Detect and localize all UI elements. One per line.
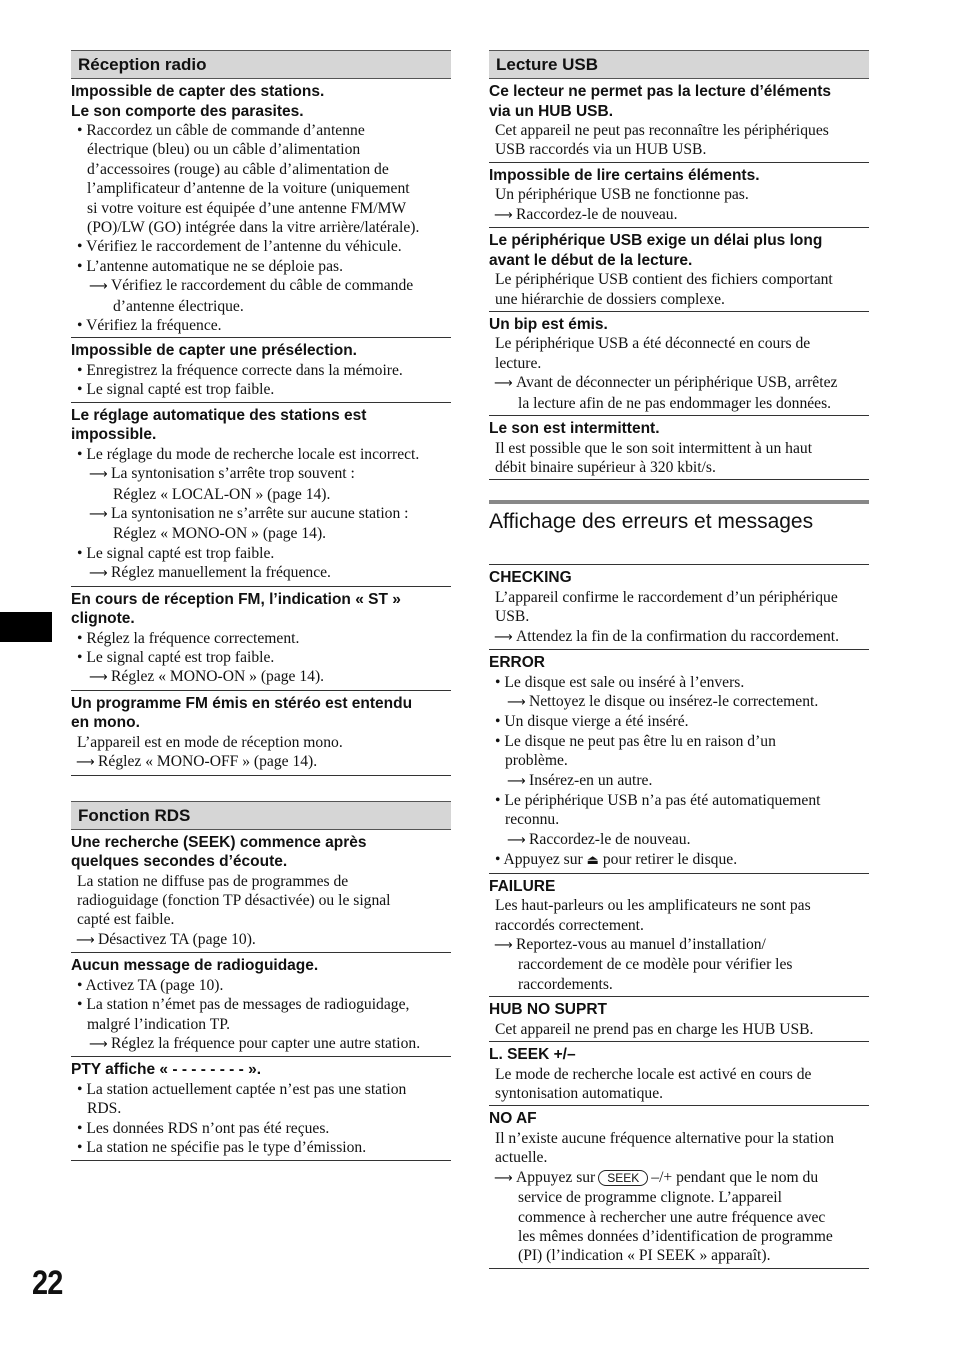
right-arrow-icon: ⟶ xyxy=(494,207,513,223)
right-arrow-icon: ⟶ xyxy=(507,832,526,848)
item-no-stations: Impossible de capter des stations. Le son comporte des parasites. • Raccordez un câble de commande d’antenne électrique (bleu) ou un câble d’alimentation d’accessoires (rouge) au câble d’alimentation de l’amplificateur d’antenne de la voiture (uniquement si votre voiture est équipée d’une antenne FM/MW (PO)/LW (GO) intégrée dans la vitre arrière/latérale). • Vérifiez le raccordement de l’antenne du véhicule. • L’antenne automatique ne se déploie pas. ⟶ Vérifiez le raccordement du câble de commande d’antenne électrique. • Vérifiez la fréquence. xyxy=(71,79,451,338)
item-l-seek: L. SEEK +/– Le mode de recherche locale est activé en cours de syntonisation automatique. xyxy=(489,1042,869,1106)
seek-key-label: SEEK xyxy=(598,1170,648,1186)
section-heading-errors: Affichage des erreurs et messages xyxy=(489,500,869,542)
bullet-line: • Les données RDS n’ont pas été reçues. xyxy=(77,1119,330,1137)
item-error: ERROR • Le disque est sale ou inséré à l’envers. ⟶ Nettoyez le disque ou insérez-le correctement. • Un disque vierge a été inséré. • Le disque ne peut pas être lu en raison d’un problème. ⟶ Insérez-en un autre. • Le périphérique USB n’a pas été automatiquement reconnu. ⟶ Raccordez-le de nouveau. • Appuyez sur ⏏ pour retirer le disque. xyxy=(489,650,869,874)
item-auto-tuning: Le réglage automatique des stations est impossible. • Le réglage du mode de recherche locale est incorrect. ⟶ La syntonisation s’arrête trop souvent : Réglez « LOCAL-ON » (page 14). ⟶ La syntonisation ne s’arrête sur aucune station : Réglez « MONO-ON » (page 14). • Le signal capté est trop faible. ⟶ Réglez manuellement la fréquence. xyxy=(71,403,451,587)
bullet-line: • Vérifiez la fréquence. xyxy=(77,317,222,335)
right-arrow-icon: ⟶ xyxy=(494,937,513,953)
item-title: Un programme FM émis en stéréo est entendu en mono. xyxy=(71,694,413,732)
right-arrow-icon: ⟶ xyxy=(89,279,108,295)
item-title: CHECKING xyxy=(489,569,572,587)
item-title: Aucun message de radioguidage. xyxy=(71,957,319,975)
bullet-line: • Appuyez sur ⏏ pour retirer le disque. xyxy=(495,851,738,869)
item-seek-starts: Une recherche (SEEK) commence après quelques secondes d’écoute. La station ne diffuse pas de programmes de radioguidage (fonction TP désactivée) ou le signal capté est faible. ⟶ Désactivez TA (page 10). xyxy=(71,830,451,954)
bullet-line: • Le signal capté est trop faible. xyxy=(77,381,275,399)
bullet-line: • Raccordez un câble de commande d’antenne xyxy=(77,122,365,139)
item-title: NO AF xyxy=(489,1110,537,1128)
item-no-preset xyxy=(71,338,451,402)
bullet-line: • Le signal capté est trop faible. xyxy=(77,544,275,562)
right-arrow-icon: ⟶ xyxy=(89,566,108,582)
item-title: HUB NO SUPRT xyxy=(489,1001,607,1019)
item-hub: Ce lecteur ne permet pas la lecture d’éléments via un HUB USB. Cet appareil ne peut pas reconnaître les périphériques USB raccordés via un HUB USB. xyxy=(489,79,869,163)
bullet-line: • Un disque vierge a été inséré. xyxy=(495,713,689,731)
page-number: 22 xyxy=(32,1264,63,1302)
left-column xyxy=(71,50,451,1161)
section-heading-radio: Réception radio xyxy=(71,50,451,79)
action-line: ⟶ Avant de déconnecter un périphérique USB, arrêtez xyxy=(489,373,869,393)
bullet-line: • Le signal capté est trop faible. xyxy=(77,649,275,667)
bullet-line: • Le périphérique USB n’a pas été automatiquement xyxy=(495,792,821,810)
right-arrow-icon: ⟶ xyxy=(494,1170,513,1186)
item-cannot-play: Impossible de lire certains éléments. Un périphérique USB ne fonctionne pas. ⟶ Raccordez-le de nouveau. xyxy=(489,163,869,228)
item-title: FAILURE xyxy=(489,877,556,895)
item-title: Impossible de capter une présélection. xyxy=(71,342,357,360)
action-line: ⟶ Réglez « MONO-ON » (page 14). xyxy=(71,667,451,687)
item-st-flashes xyxy=(71,587,451,691)
right-column xyxy=(489,50,869,1269)
action-line: ⟶ Raccordez-le de nouveau. xyxy=(489,830,869,850)
item-no-af: NO AF Il n’existe aucune fréquence alternative pour la station actuelle. ⟶ Appuyez sur SEEK –/+ pendant que le nom du service de programme clignote. L’appareil commence à rechercher une autre fréquence avec les mêmes données d’identification de programme (PI) (l’indication « PI SEEK » apparaît). xyxy=(489,1106,869,1268)
action-line: ⟶ Raccordez-le de nouveau. xyxy=(489,205,869,225)
action-line: ⟶ Vérifiez le raccordement du câble de commande xyxy=(71,276,451,296)
item-pty: PTY affiche « - - - - - - - - ». • La station actuellement captée n’est pas une station RDS. • Les données RDS n’ont pas été reçues. • La station ne spécifie pas le type d’émission. xyxy=(71,1057,451,1160)
right-arrow-icon: ⟶ xyxy=(494,376,513,392)
action-line: ⟶ Réglez manuellement la fréquence. xyxy=(71,563,451,583)
right-arrow-icon: ⟶ xyxy=(76,755,95,771)
item-title: Le réglage automatique des stations est impossible. xyxy=(71,406,367,444)
bullet-line: • La station n’émet pas de messages de radioguidage, xyxy=(77,996,410,1014)
item-failure: FAILURE Les haut-parleurs ou les amplificateurs ne sont pas raccordés correctement. ⟶ Reportez-vous au manuel d’installation/ raccordement de ce modèle pour vérifier les raccordements. xyxy=(489,874,869,998)
action-line: ⟶ Nettoyez le disque ou insérez-le correctement. xyxy=(489,692,869,712)
item-beep: Un bip est émis. Le périphérique USB a été déconnecté en cours de lecture. ⟶ Avant de déconnecter un périphérique USB, arrêtez la lecture afin de ne pas endommager les données. xyxy=(489,312,869,416)
item-longer-delay: Le périphérique USB exige un délai plus long avant le début de la lecture. Le périphérique USB contient des fichiers comportant une hiérarchie de dossiers complexe. xyxy=(489,228,869,312)
action-line: ⟶ La syntonisation s’arrête trop souvent : xyxy=(71,464,451,484)
section-heading-usb: Lecture USB xyxy=(489,50,869,79)
right-arrow-icon: ⟶ xyxy=(89,1037,108,1052)
bullet-line: • L’antenne automatique ne se déploie pas. xyxy=(77,257,343,275)
eject-icon: ⏏ xyxy=(586,853,599,869)
bullet-line: • Le disque est sale ou inséré à l’envers. xyxy=(495,673,745,691)
action-line: ⟶ Reportez-vous au manuel d’installation/ xyxy=(489,935,869,955)
item-intermittent: Le son est intermittent. Il est possible que le son soit intermittent à un haut débit binaire supérieur à 320 kbit/s. xyxy=(489,416,869,480)
bullet-line: • Vérifiez le raccordement de l’antenne du véhicule. xyxy=(77,238,402,256)
action-line: ⟶ Réglez la fréquence pour capter une autre station. xyxy=(71,1034,451,1054)
item-title: ERROR xyxy=(489,654,545,672)
bullet-line: • Activez TA (page 10). xyxy=(77,976,224,994)
action-line: ⟶ Appuyez sur SEEK –/+ pendant que le nom du xyxy=(489,1168,869,1188)
item-title: L. SEEK +/– xyxy=(489,1046,576,1064)
side-index-tab xyxy=(0,612,52,642)
bullet-line: • La station ne spécifie pas le type d’émission. xyxy=(77,1139,367,1157)
action-line: ⟶ Insérez-en un autre. xyxy=(489,771,869,791)
right-arrow-icon: ⟶ xyxy=(507,773,526,789)
bullet-line: • Enregistrez la fréquence correcte dans la mémoire. xyxy=(77,361,403,379)
action-line: ⟶ La syntonisation ne s’arrête sur aucune station : xyxy=(71,504,451,524)
item-checking: CHECKING L’appareil confirme le raccordement d’un périphérique USB. ⟶ Attendez la fin de la confirmation du raccordement. xyxy=(489,565,869,650)
item-stereo-mono: Un programme FM émis en stéréo est entendu en mono. L’appareil est en mode de réception mono. ⟶ Réglez « MONO-OFF » (page 14). xyxy=(71,691,451,776)
right-arrow-icon: ⟶ xyxy=(494,629,513,645)
item-title: Un bip est émis. xyxy=(489,315,608,333)
item-no-traffic: Aucun message de radioguidage. • Activez TA (page 10). • La station n’émet pas de messages de radioguidage, malgré l’indication TP. ⟶ Réglez la fréquence pour capter une autre station. xyxy=(71,953,451,1057)
action-line: ⟶ Désactivez TA (page 10). xyxy=(71,930,451,950)
right-arrow-icon: ⟶ xyxy=(89,467,108,483)
right-arrow-icon: ⟶ xyxy=(89,670,108,686)
right-arrow-icon: ⟶ xyxy=(76,932,95,948)
bullet-line: • Réglez la fréquence correctement. xyxy=(77,629,300,647)
item-title: En cours de réception FM, l’indication « ST » clignote. xyxy=(71,590,401,628)
item-title: Impossible de capter des stations. Le son comporte des parasites. xyxy=(71,83,325,120)
item-title: Le périphérique USB exige un délai plus long avant le début de la lecture. xyxy=(489,232,823,269)
section-heading-rds: Fonction RDS xyxy=(71,801,451,830)
item-title: Une recherche (SEEK) commence après quelques secondes d’écoute. xyxy=(71,833,367,871)
item-hub-no-suprt: HUB NO SUPRT Cet appareil ne prend pas en charge les HUB USB. xyxy=(489,997,869,1042)
item-title: Impossible de lire certains éléments. xyxy=(489,166,760,184)
bullet-line: • Le disque ne peut pas être lu en raison d’un xyxy=(495,732,776,750)
action-line: ⟶ Attendez la fin de la confirmation du raccordement. xyxy=(489,627,869,647)
item-title: Ce lecteur ne permet pas la lecture d’éléments via un HUB USB. xyxy=(489,83,831,120)
right-arrow-icon: ⟶ xyxy=(507,695,526,710)
item-title: PTY affiche « - - - - - - - - ». xyxy=(71,1061,262,1079)
bullet-line: • La station actuellement captée n’est pas une station xyxy=(77,1080,407,1098)
item-title: Le son est intermittent. xyxy=(489,420,660,438)
right-arrow-icon: ⟶ xyxy=(89,507,108,522)
bullet-line: • Le réglage du mode de recherche locale est incorrect. xyxy=(77,445,420,463)
action-line: ⟶ Réglez « MONO-OFF » (page 14). xyxy=(71,752,451,772)
